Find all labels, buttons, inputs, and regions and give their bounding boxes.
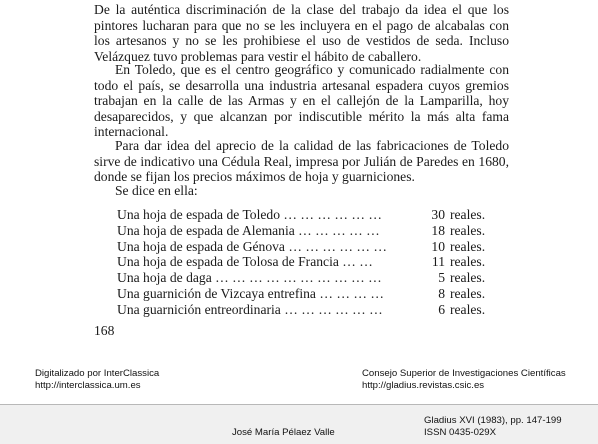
- publisher-link[interactable]: http://gladius.revistas.csic.es: [362, 379, 485, 391]
- price-unit: reales.: [450, 207, 486, 222]
- price-amount: 10: [431, 238, 445, 254]
- price-row: [117, 254, 492, 270]
- price-row: [117, 207, 492, 223]
- journal-citation: Gladius XVI (1983), pp. 147-199: [424, 415, 562, 426]
- price-unit: reales.: [450, 222, 486, 238]
- price-item: Una hoja de espada de Génova … … … … … …: [117, 238, 387, 254]
- price-unit: reales.: [450, 270, 486, 286]
- price-item: Una guarnición de Vizcaya entrefina … … … …: [117, 285, 384, 301]
- paragraph-3: Para dar idea del aprecio de la calidad de las fabricaciones de Toledo sirve de indicativo una Cédula Real, impresa por Julián de Paredes en 1680, donde se fijan los precios máximos de hoja y guarniciones.: [94, 138, 509, 185]
- price-unit: reales.: [450, 301, 486, 317]
- paragraph-2: En Toledo, que es el centro geográfico y comunicado radialmente con todo el país, se desarrolla una industria artesanal espadera cuyos gremios trabajan en la calle de las Armas y en el callejón de la Lamparilla, hoy desaparecidos, y que alcanzan por indiscutible mérito la más alta fama internacional.: [94, 62, 509, 140]
- price-amount: 30: [431, 207, 445, 222]
- price-row: [117, 239, 492, 255]
- price-amount: 5: [438, 270, 445, 286]
- price-unit: reales.: [450, 285, 486, 301]
- digitizer-link[interactable]: http://interclassica.um.es: [35, 379, 141, 391]
- price-amount: 18: [431, 222, 445, 238]
- price-row: [117, 223, 492, 239]
- price-unit: reales.: [450, 254, 486, 270]
- price-list: [117, 207, 492, 318]
- digitization-credit: [35, 368, 159, 391]
- price-unit: reales.: [450, 238, 486, 254]
- price-row: [117, 270, 492, 286]
- price-item: Una hoja de daga … … … … … … … … … …: [117, 270, 382, 286]
- price-amount: 11: [431, 254, 445, 270]
- price-row: [117, 302, 492, 318]
- publisher-credit: [362, 368, 566, 391]
- footer-citation: [424, 415, 562, 438]
- price-item: Una hoja de espada de Toledo … … … … … …: [117, 207, 382, 222]
- issn: ISSN 0435-029X: [424, 426, 496, 438]
- digitizer-name: Digitalizado por InterClassica: [35, 368, 160, 379]
- price-amount: 8: [438, 285, 445, 301]
- price-row: [117, 286, 492, 302]
- page-number: 168: [94, 323, 115, 338]
- paragraph-4: Se dice en ella:: [115, 183, 198, 198]
- price-amount: 6: [438, 301, 445, 317]
- publisher-name: Consejo Superior de Investigaciones Científicas: [362, 368, 566, 379]
- price-item: Una hoja de espada de Alemania … … … … …: [117, 222, 380, 238]
- price-item: Una guarnición entreordinaria … … … … … …: [117, 301, 383, 317]
- paragraph-1: De la auténtica discriminación de la clase del trabajo da idea el que los pintores lucharan para que no se les incluyera en el pago de alcabalas con los artesanos y no se les prohibiese el uso de vestidos de seda. Incluso Velázquez tuvo problemas para vestir el hábito de caballero.: [94, 2, 509, 64]
- price-item: Una hoja de espada de Tolosa de Francia … …: [117, 254, 373, 270]
- footer-author: José María Pélaez Valle: [232, 427, 335, 438]
